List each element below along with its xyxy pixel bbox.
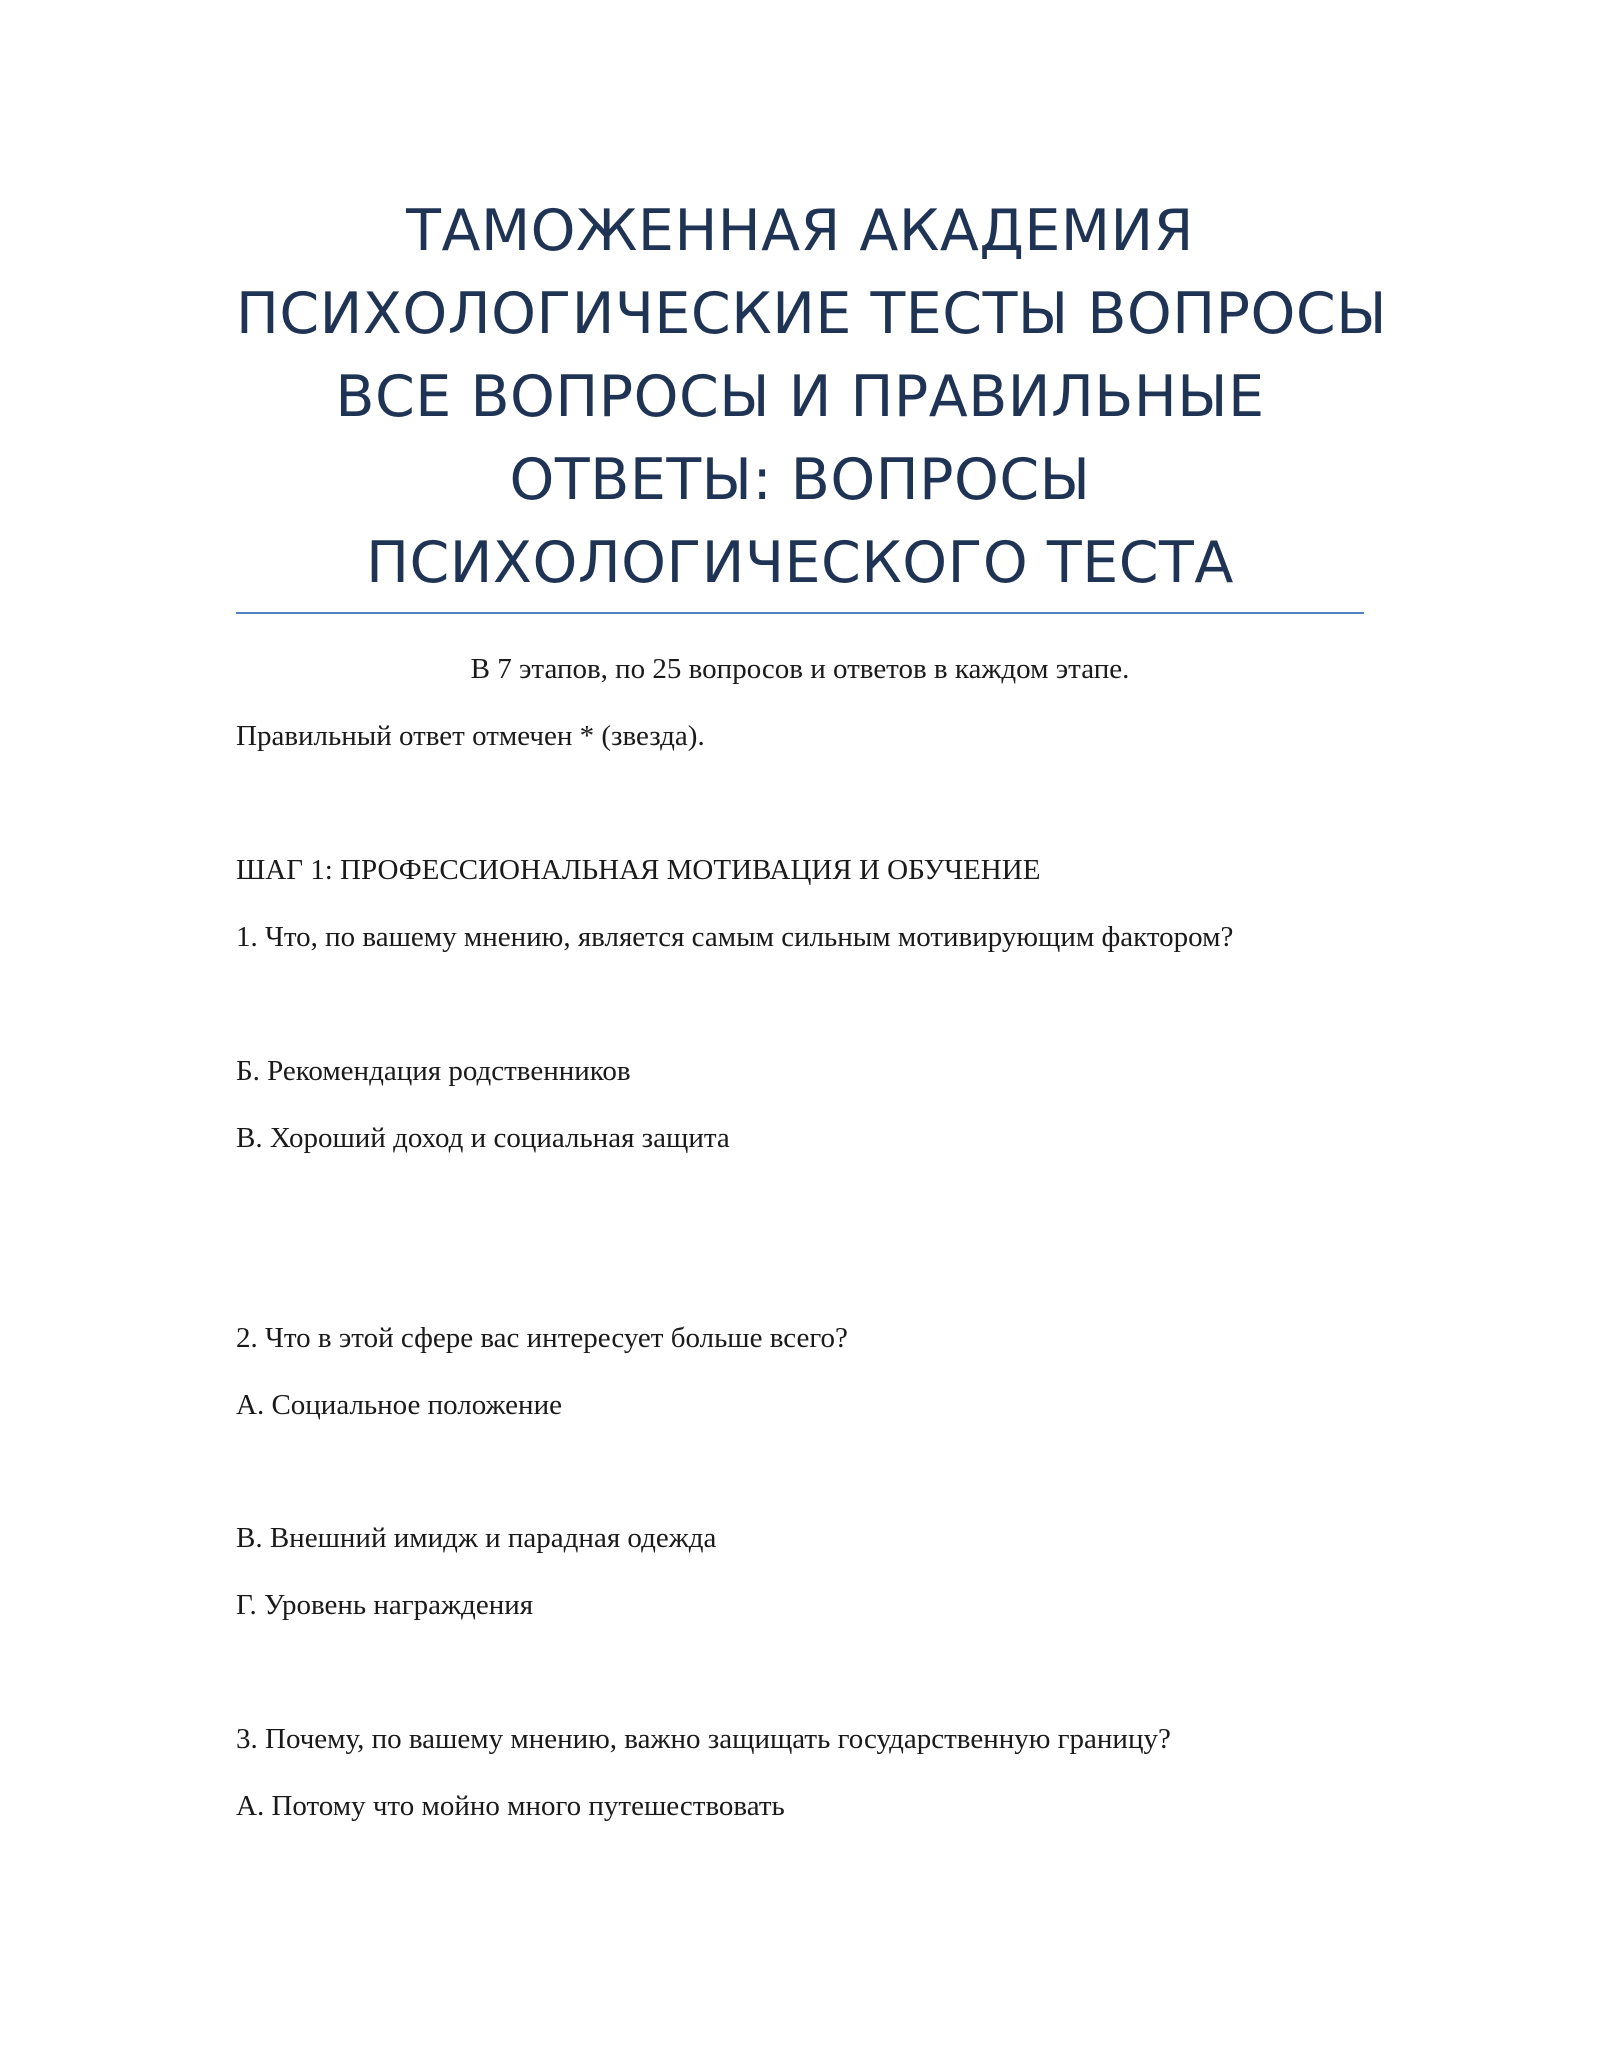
question-2-answer-v: В. Внешний имидж и парадная одежда — [236, 1522, 717, 1554]
question-1: 1. Что, по вашему мнению, является самым сильным мотивирующим фактором? — [236, 921, 1234, 953]
question-1-answer-b: Б. Рекомендация родственников — [236, 1055, 631, 1087]
question-3-answer-a: А. Потому что мойно много путешествовать — [236, 1790, 785, 1822]
title-line-5: ПСИХОЛОГИЧЕСКОГО ТЕСТА — [366, 530, 1234, 596]
title-line-2: ПСИХОЛОГИЧЕСКИЕ ТЕСТЫ ВОПРОСЫ — [236, 281, 1387, 347]
document-title — [236, 190, 1387, 605]
question-1-answer-v: В. Хороший доход и социальная защита — [236, 1122, 730, 1154]
note-text: Правильный ответ отмечен * (звезда). — [236, 720, 705, 752]
title-line-3: ВСЕ ВОПРОСЫ И ПРАВИЛЬНЫЕ — [335, 364, 1265, 430]
intro-text: В 7 этапов, по 25 вопросов и ответов в каждом этапе. — [470, 653, 1130, 685]
title-underline-rule — [236, 612, 1364, 614]
title-line-1: ТАМОЖЕННАЯ АКАДЕМИЯ — [406, 198, 1194, 264]
question-2: 2. Что в этой сфере вас интересует больше всего? — [236, 1322, 848, 1354]
step-heading: ШАГ 1: ПРОФЕССИОНАЛЬНАЯ МОТИВАЦИЯ И ОБУЧЕНИЕ — [236, 854, 1041, 886]
title-line-4: ОТВЕТЫ: ВОПРОСЫ — [509, 447, 1091, 513]
question-3: 3. Почему, по вашему мнению, важно защищать государственную границу? — [236, 1723, 1171, 1755]
question-2-answer-g: Г. Уровень награждения — [236, 1589, 534, 1621]
question-2-answer-a: А. Социальное положение — [236, 1389, 562, 1421]
